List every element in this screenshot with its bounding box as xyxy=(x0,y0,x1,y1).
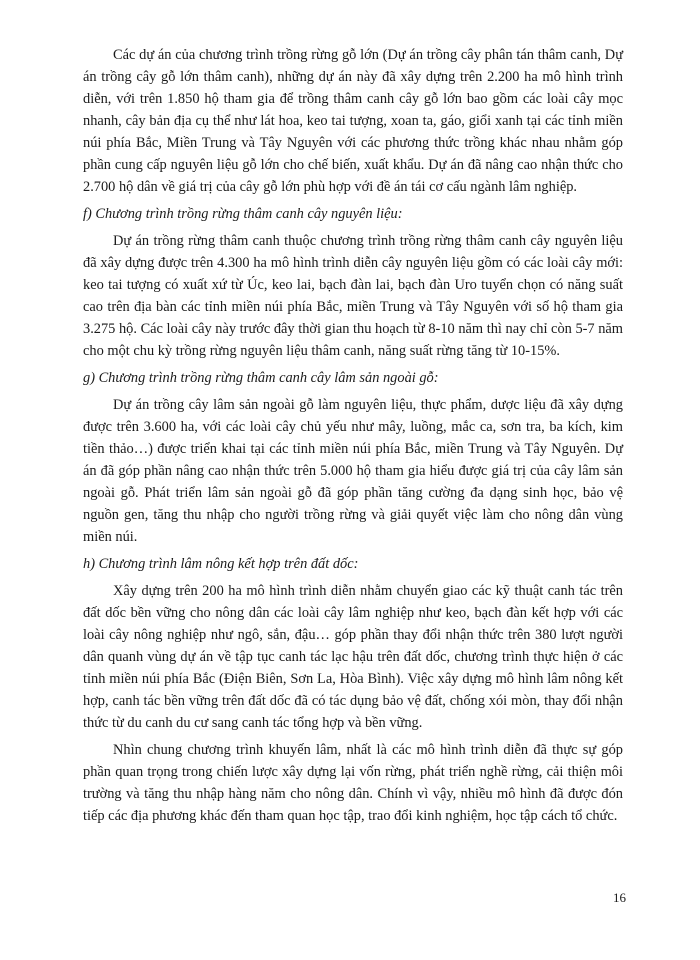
paragraph-summary: Nhìn chung chương trình khuyến lâm, nhất là các mô hình trình diễn đã thực sự góp phần quan trọng trong chiến lược xây dựng lại vốn rừng, phát triển nghề rừng, cải thiện môi trường và tăng thu nhập hàng năm cho nông dân. Chính vì vậy, nhiều mô hình đã được đón tiếp các địa phương khác đến tham quan học tập, trao đổi kinh nghiệm, học tập cách tổ chức. xyxy=(83,742,623,824)
heading-f-raw-material-plantation: f) Chương trình trồng rừng thâm canh cây nguyên liệu: xyxy=(83,206,403,222)
heading-g-non-timber-products: g) Chương trình trồng rừng thâm canh cây lâm sản ngoài gỗ: xyxy=(83,370,439,386)
paragraph-agroforestry: Xây dựng trên 200 ha mô hình trình diễn nhằm chuyển giao các kỹ thuật canh tác trên đất dốc bền vững cho nông dân các loài cây lâm nghiệp như keo, bạch đàn kết hợp với các loài cây nông nghiệp như ngô, sắn, đậu… góp phần thay đổi nhận thức trên 380 lượt người dân quanh vùng dự án về tập tục canh tác lạc hậu trên đất dốc, chương trình thực hiện ở các tỉnh miền núi phía Bắc (Điện Biên, Sơn La, Hòa Bình). Việc xây dựng mô hình lâm nông kết hợp, canh tác bền vững trên đất dốc đã có tác dụng bảo vệ đất, chống xói mòn, thay đổi nhận thức từ du canh du cư sang canh tác tổng hợp và bền vững. xyxy=(83,583,623,731)
paragraph-raw-material: Dự án trồng rừng thâm canh thuộc chương trình trồng rừng thâm canh cây nguyên liệu đã xây dựng được trên 4.300 ha mô hình trình diễn cây nguyên liệu gồm có các loài cây mới: keo tai tượng có xuất xứ từ Úc, keo lai, bạch đàn lai, bạch đàn Uro tuyển chọn có năng suất cao trên địa bàn các tỉnh miền núi phía Bắc, miền Trung và Tây Nguyên với số hộ tham gia 3.275 hộ. Các loài cây này trước đây thời gian thu hoạch từ 8-10 năm thì nay chỉ còn 5-7 năm cho một chu kỳ trồng rừng nguyên liệu thâm canh, năng suất rừng tăng từ 10-15%. xyxy=(83,233,623,359)
heading-h-agroforestry-slope: h) Chương trình lâm nông kết hợp trên đất dốc: xyxy=(83,556,359,572)
paragraph-large-timber: Các dự án của chương trình trồng rừng gỗ lớn (Dự án trồng cây phân tán thâm canh, Dự án trồng cây gỗ lớn thâm canh), những dự án này đã xây dựng trên 2.200 ha mô hình trình diễn, với trên 1.850 hộ tham gia để trồng thâm canh cây gỗ lớn bao gồm các loài cây mọc nhanh, cây bản địa cụ thể như lát hoa, keo tai tượng, xoan ta, gáo, giổi xanh tại các tỉnh miền núi phía Bắc, Miền Trung và Tây Nguyên với các phương thức trồng khác nhau nhằm góp phần cung cấp nguyên liệu gỗ lớn cho chế biến, xuất khẩu. Dự án đã nâng cao nhận thức cho 2.700 hộ dân về giá trị của cây gỗ lớn phù hợp với đề án tái cơ cấu ngành lâm nghiệp. xyxy=(83,47,623,195)
page-number: 16 xyxy=(613,890,626,905)
page-content xyxy=(83,44,623,832)
paragraph-non-timber: Dự án trồng cây lâm sản ngoài gỗ làm nguyên liệu, thực phẩm, dược liệu đã xây dựng được trên 3.600 ha, với các loài cây chủ yếu như mây, luồng, mắc ca, sơn tra, ba kích, kim tiền thảo…) được triển khai tại các tỉnh miền núi phía Bắc, miền Trung và Tây Nguyên. Dự án đã góp phần nâng cao nhận thức trên 5.000 hộ tham gia hiểu được giá trị của cây lâm sản ngoài gỗ. Phát triển lâm sản ngoài gỗ đã góp phần tăng cường đa dạng sinh học, bảo vệ nguồn gen, tăng thu nhập cho người trồng rừng và giải quyết việc làm cho nông dân vùng miền núi. xyxy=(83,397,623,545)
